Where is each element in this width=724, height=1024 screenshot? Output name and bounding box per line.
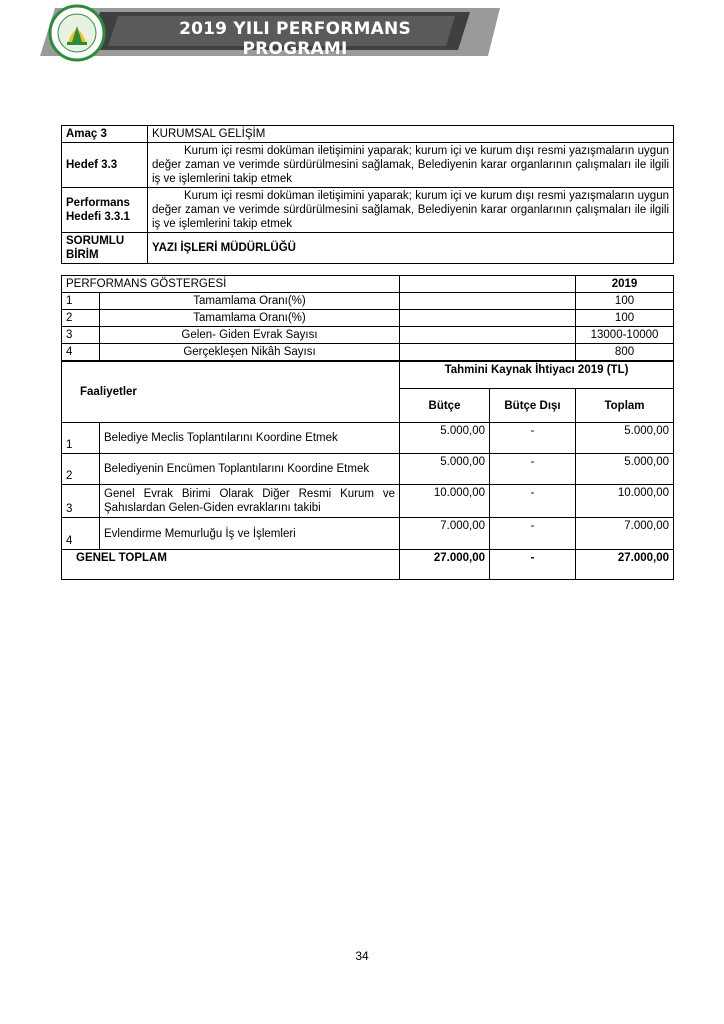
header-title: 2019 YILI PERFORMANS PROGRAMI [179, 19, 411, 59]
activity-no: 4 [62, 518, 100, 550]
activity-butce: 5.000,00 [400, 423, 490, 454]
activity-toplam: 7.000,00 [576, 518, 674, 550]
activity-butce: 5.000,00 [400, 454, 490, 485]
table-row [62, 327, 674, 344]
indicator-name: Gerçekleşen Nikâh Sayısı [100, 344, 400, 361]
indicator-value: 13000-10000 [576, 327, 674, 344]
amac-label: Amaç 3 [62, 126, 148, 143]
indicator-empty-cell [400, 310, 576, 327]
activity-no: 3 [62, 485, 100, 518]
table-row [62, 310, 674, 327]
indicator-value: 100 [576, 293, 674, 310]
indicators-header-row [62, 276, 674, 293]
municipality-logo [48, 4, 106, 62]
total-row [62, 550, 674, 580]
col-butce: Bütçe [400, 389, 490, 423]
activity-butce-disi: - [490, 485, 576, 518]
performans-hedefi-text: Kurum içi resmi doküman iletişimini yaparak; kurum içi ve kurum dışı resmi yazışmaların uygun değer zaman ve verimde sürdürülmesini sağlamak, Belediyenin karar organlarının çalışmaları ile ilgili iş ve işlemlerini takip etmek [148, 188, 674, 233]
program-info-table [61, 125, 674, 264]
page-number: 34 [355, 949, 369, 963]
table-row [62, 423, 674, 454]
indicators-empty-cell [400, 276, 576, 293]
indicators-header: PERFORMANS GÖSTERGESİ [62, 276, 400, 293]
table-row [62, 485, 674, 518]
indicator-name: Gelen- Giden Evrak Sayısı [100, 327, 400, 344]
amac-value: KURUMSAL GELİŞİM [148, 126, 674, 143]
activity-butce: 10.000,00 [400, 485, 490, 518]
activity-name: Evlendirme Memurluğu İş ve İşlemleri [100, 518, 400, 550]
resource-title: Tahmini Kaynak İhtiyacı 2019 (TL) [400, 362, 674, 389]
activity-butce-disi: - [490, 423, 576, 454]
activity-name: Belediye Meclis Toplantılarını Koordine Etmek [100, 423, 400, 454]
indicator-no: 4 [62, 344, 100, 361]
activity-toplam: 5.000,00 [576, 423, 674, 454]
table-row [62, 454, 674, 485]
table-row [62, 518, 674, 550]
hedef-text: Kurum içi resmi doküman iletişimini yaparak; kurum içi ve kurum dışı resmi yazışmaların uygun değer zaman ve verimde sürdürülmesini sağlamak, Belediyenin karar organlarının çalışmaları ile ilgili iş ve işlemlerini takip etmek [148, 143, 674, 188]
activity-toplam: 10.000,00 [576, 485, 674, 518]
activity-name: Belediyenin Encümen Toplantılarını Koordine Etmek [100, 454, 400, 485]
sorumlu-value: YAZI İŞLERİ MÜDÜRLÜĞÜ [148, 233, 674, 264]
activity-butce-disi: - [490, 454, 576, 485]
indicator-no: 1 [62, 293, 100, 310]
col-butce-disi: Bütçe Dışı [490, 389, 576, 423]
indicator-no: 3 [62, 327, 100, 344]
indicator-name: Tamamlama Oranı(%) [100, 310, 400, 327]
hedef-label: Hedef 3.3 [62, 143, 148, 188]
indicator-no: 2 [62, 310, 100, 327]
indicator-empty-cell [400, 344, 576, 361]
indicator-empty-cell [400, 293, 576, 310]
performans-hedefi-row [62, 188, 674, 233]
activity-no: 1 [62, 423, 100, 454]
indicator-empty-cell [400, 327, 576, 344]
indicator-name: Tamamlama Oranı(%) [100, 293, 400, 310]
indicator-value: 100 [576, 310, 674, 327]
total-toplam: 27.000,00 [576, 550, 674, 580]
performans-hedefi-label: Performans Hedefi 3.3.1 [62, 188, 148, 233]
hedef-row [62, 143, 674, 188]
indicator-value: 800 [576, 344, 674, 361]
activity-no: 2 [62, 454, 100, 485]
activities-table [61, 361, 674, 580]
activity-name: Genel Evrak Birimi Olarak Diğer Resmi Kurum ve Şahıslardan Gelen-Giden evraklarını takibi [100, 485, 400, 518]
total-label: GENEL TOPLAM [62, 550, 400, 580]
performance-indicators-table [61, 275, 674, 361]
activity-butce-disi: - [490, 518, 576, 550]
activities-header-row-1 [62, 362, 674, 389]
sorumlu-row [62, 233, 674, 264]
activities-label: Faaliyetler [62, 362, 400, 423]
sorumlu-label: SORUMLU BİRİM [62, 233, 148, 264]
page-header [0, 0, 724, 62]
amac-row [62, 126, 674, 143]
activity-toplam: 5.000,00 [576, 454, 674, 485]
table-row [62, 344, 674, 361]
indicators-year: 2019 [576, 276, 674, 293]
table-row [62, 293, 674, 310]
col-toplam: Toplam [576, 389, 674, 423]
activity-butce: 7.000,00 [400, 518, 490, 550]
total-butce-disi: - [490, 550, 576, 580]
total-butce: 27.000,00 [400, 550, 490, 580]
